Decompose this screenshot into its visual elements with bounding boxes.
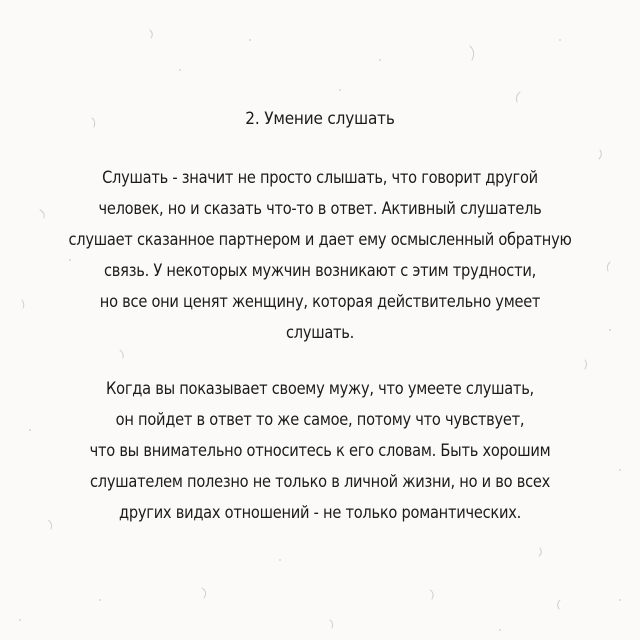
section-title: 2. Умение слушать	[245, 109, 395, 129]
text-line: других видах отношений - не только романтических.	[119, 503, 521, 523]
text-line: связь. У некоторых мужчин возникают с этим трудности,	[104, 261, 536, 281]
text-line: человек, но и сказать что-то в ответ. Активный слушатель	[98, 199, 542, 219]
text-line: слушателем полезно не только в личной жизни, но и во всех	[89, 472, 551, 492]
text-line: но все они ценят женщину, которая действительно умеет	[99, 292, 541, 312]
text-line: Слушать - значит не просто слышать, что говорит другой	[102, 168, 538, 188]
text-line: слушает сказанное партнером и дает ему осмысленный обратную	[68, 230, 572, 250]
paragraph-2	[0, 374, 640, 529]
text-line: Когда вы показывает своему мужу, что умеете слушать,	[106, 379, 534, 399]
paragraph-1	[0, 163, 640, 349]
text-line: слушать.	[285, 323, 355, 343]
text-line: он пойдет в ответ то же самое, потому что чувствует,	[115, 410, 525, 430]
text-line: что вы внимательно относитесь к его словам. Быть хорошим	[89, 441, 551, 461]
